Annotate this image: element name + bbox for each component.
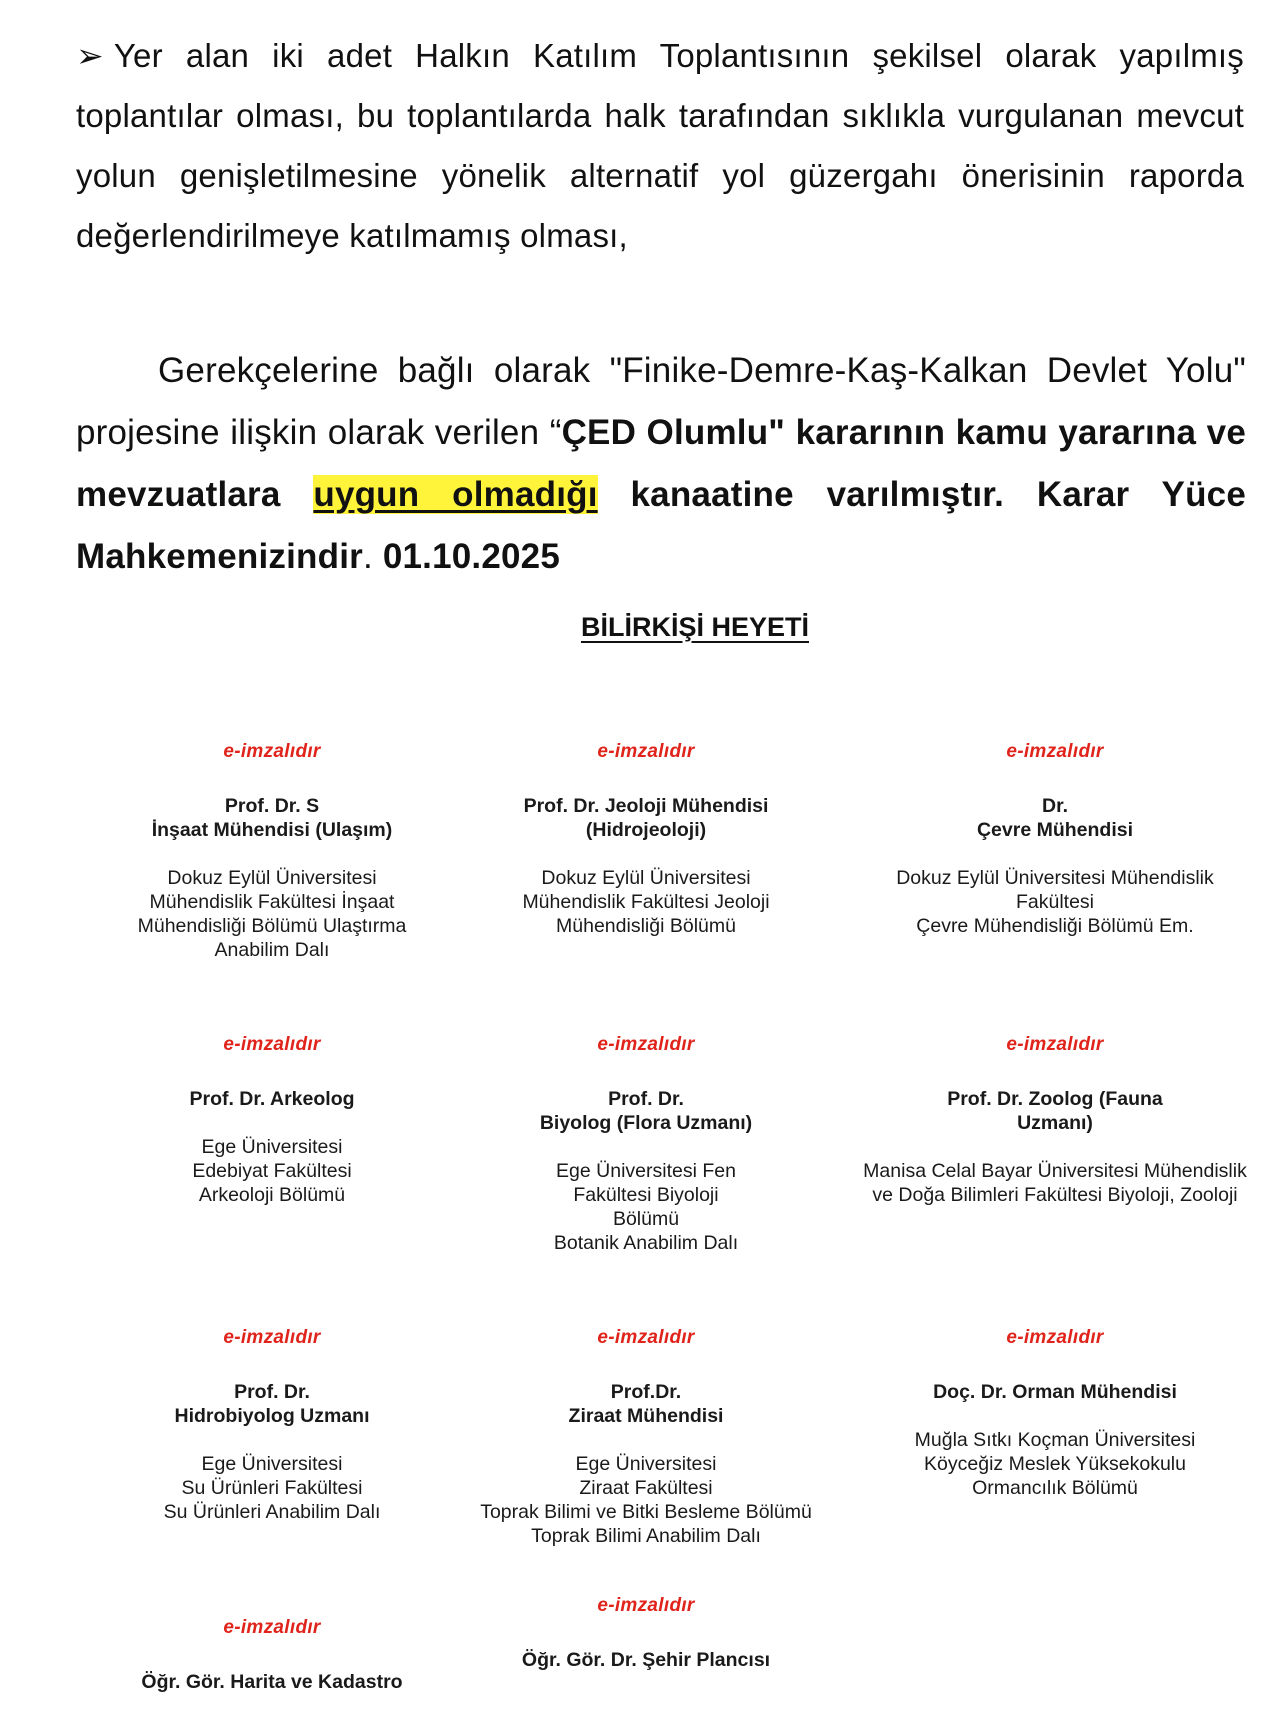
member-card xyxy=(436,740,856,938)
committee-title: BİLİRKİŞİ HEYETİ xyxy=(580,612,810,642)
conclusion-text-plain: Gerekçelerine bağlı olarak "Finike-Demre-Kaş-Kalkan Devlet Yolu" projesine ilişkin olarak verilen “ xyxy=(76,351,1246,452)
member-department: Manisa Celal Bayar Üniversitesi Mühendislik ve Doğa Bilimleri Fakültesi Biyoloji, Zooloji xyxy=(863,1160,1247,1206)
member-card xyxy=(62,740,482,962)
bullet-paragraph xyxy=(76,26,1244,266)
member-title: Prof. Dr. Zoolog (Fauna Uzmanı) xyxy=(947,1088,1163,1134)
member-title: Prof. Dr. Biyolog (Flora Uzmanı) xyxy=(539,1088,753,1134)
member-card xyxy=(845,740,1265,938)
e-signature-label: e-imzalıdır xyxy=(1006,741,1104,762)
member-title: Öğr. Gör. Harita ve Kadastro xyxy=(141,1671,403,1693)
e-signature-label: e-imzalıdır xyxy=(597,741,695,762)
e-signature-label: e-imzalıdır xyxy=(223,1617,321,1638)
e-signature-label: e-imzalıdır xyxy=(223,1327,321,1348)
member-card xyxy=(62,1033,482,1207)
member-card xyxy=(436,1594,856,1696)
e-signature-label: e-imzalıdır xyxy=(1006,1034,1104,1055)
member-department: Dokuz Eylül Üniversitesi Mühendislik Fakültesi Jeoloji Mühendisliği Bölümü xyxy=(522,867,770,937)
member-department: Ege Üniversitesi Su Ürünleri Fakültesi Su Ürünleri Anabilim Dalı xyxy=(163,1453,381,1523)
member-department: Ege Üniversitesi Edebiyat Fakültesi Arkeoloji Bölümü xyxy=(192,1136,352,1206)
conclusion-paragraph xyxy=(76,340,1246,588)
member-department: Dokuz Eylül Üniversitesi Mühendislik Fakültesi Çevre Mühendisliği Bölümü Em. xyxy=(896,867,1214,937)
member-card xyxy=(436,1033,856,1255)
highlighted-phrase: uygun olmadığı xyxy=(313,475,598,514)
member-card xyxy=(845,1033,1265,1207)
member-card xyxy=(62,1616,482,1718)
e-signature-label: e-imzalıdır xyxy=(597,1327,695,1348)
e-signature-label: e-imzalıdır xyxy=(597,1595,695,1616)
member-department: Muğla Sıtkı Koçman Üniversitesi Köyceğiz Meslek Yüksekokulu Ormancılık Bölümü xyxy=(914,1429,1196,1499)
member-title: Dr. Çevre Mühendisi xyxy=(976,795,1134,841)
arrow-bullet-icon: ➢ xyxy=(76,37,104,74)
member-title: Öğr. Gör. Dr. Şehir Plancısı xyxy=(521,1649,771,1671)
member-card xyxy=(436,1326,856,1548)
e-signature-label: e-imzalıdır xyxy=(223,741,321,762)
member-title: Doç. Dr. Orman Mühendisi xyxy=(933,1381,1177,1403)
member-department: Dokuz Eylül Üniversitesi Mühendislik Fakültesi İnşaat Mühendisliği Bölümü Ulaştırma Anabilim Dalı xyxy=(137,867,407,961)
member-title: Prof. Dr. Hidrobiyolog Uzmanı xyxy=(174,1381,370,1427)
member-department: Ege Üniversitesi Ziraat Fakültesi Toprak Bilimi ve Bitki Besleme Bölümü Toprak Bilimi Anabilim Dalı xyxy=(480,1453,812,1547)
conclusion-text-bold-2: kanaatine varılmıştır. Karar Yüce Mahkemenizindir xyxy=(76,475,1247,576)
bullet-paragraph-text: Yer alan iki adet Halkın Katılım Toplantısının şekilsel olarak yapılmış toplantılar olması, bu toplantılarda halk tarafından sıklıkla vurgulanan mevcut yolun genişletilmesine yönelik alternatif yol güzergahı önerisinin raporda değerlendirilmeye katılmamış olması, xyxy=(76,37,1244,254)
e-signature-label: e-imzalıdır xyxy=(223,1034,321,1055)
member-card xyxy=(62,1326,482,1524)
member-title: Prof.Dr. Ziraat Mühendisi xyxy=(568,1381,724,1427)
conclusion-text-plain-2: . xyxy=(362,537,383,576)
member-department: Ege Üniversitesi Fen Fakültesi Biyoloji Bölümü Botanik Anabilim Dalı xyxy=(553,1160,739,1254)
member-card xyxy=(845,1326,1265,1500)
member-title: Prof. Dr. Jeoloji Mühendisi (Hidrojeoloji) xyxy=(523,795,769,841)
report-date: 01.10.2025 xyxy=(382,537,560,576)
e-signature-label: e-imzalıdır xyxy=(597,1034,695,1055)
member-title: Prof. Dr. Arkeolog xyxy=(189,1088,355,1110)
e-signature-label: e-imzalıdır xyxy=(1006,1327,1104,1348)
member-title: Prof. Dr. S İnşaat Mühendisi (Ulaşım) xyxy=(151,795,393,841)
conclusion-text-bold: ÇED Olumlu" kararının kamu yararına ve mevzuatlara xyxy=(76,413,1246,514)
